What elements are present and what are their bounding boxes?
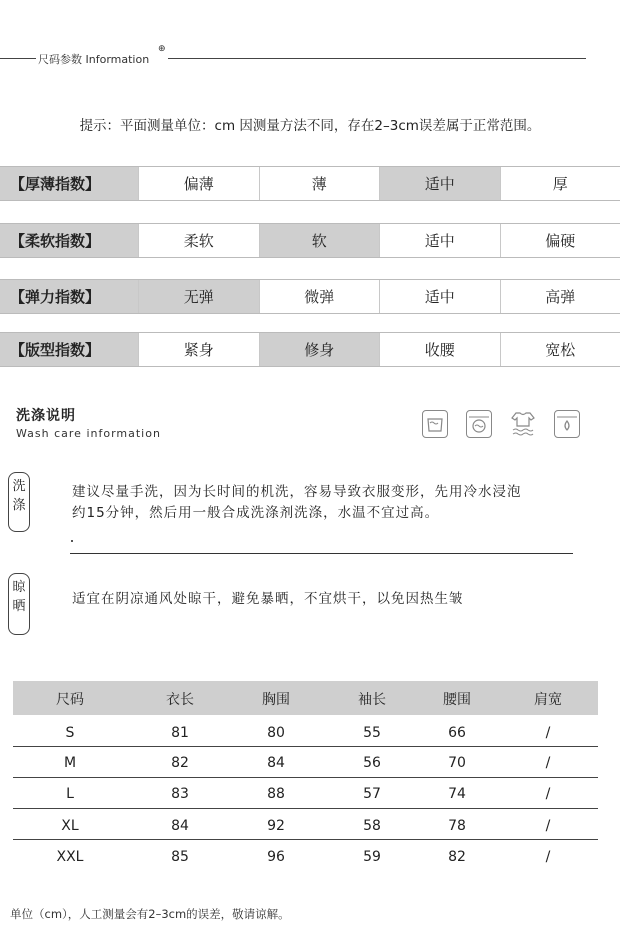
- table-cell: 84: [171, 818, 189, 834]
- index-option: 收腰: [379, 333, 500, 366]
- drip-dry-icon: [510, 410, 536, 438]
- care-title: 洗涤说明: [16, 408, 76, 424]
- table-cell: 56: [363, 755, 381, 771]
- care-icons: [422, 410, 580, 438]
- care-separator: [70, 553, 573, 554]
- no-bleach-icon: [554, 410, 580, 438]
- table-cell: 82: [448, 849, 466, 865]
- dry-tag: 晾晒: [8, 573, 30, 635]
- index-row: [0, 279, 620, 314]
- table-cell: 57: [363, 786, 381, 802]
- index-option: 高弹: [500, 280, 620, 313]
- table-cell: 82: [171, 755, 189, 771]
- table-row-divider: [13, 746, 598, 747]
- wash-text-line2: 约15分钟，然后用一般合成洗涤剂洗涤，水温不宜过高。: [72, 505, 440, 521]
- table-cell: 70: [448, 755, 466, 771]
- index-option: 适中: [379, 167, 500, 200]
- table-cell: 81: [171, 725, 189, 741]
- index-option: 软: [259, 224, 380, 257]
- index-label: 【版型指数】: [0, 333, 138, 366]
- table-cell: /: [545, 725, 551, 741]
- table-header-cell: 胸围: [262, 692, 290, 708]
- table-cell: 55: [363, 725, 381, 741]
- index-option: 适中: [379, 280, 500, 313]
- measurement-tip: 提示：平面测量单位：cm 因测量方法不同，存在2–3cm误差属于正常范围。: [79, 118, 541, 134]
- index-option: 偏薄: [138, 167, 259, 200]
- hand-wash-icon: [422, 410, 448, 438]
- table-cell: /: [545, 755, 551, 771]
- table-header-cell: 衣长: [166, 692, 194, 708]
- header-line-right: [168, 58, 586, 59]
- index-option: 厚: [500, 167, 620, 200]
- table-header-cell: 袖长: [358, 692, 386, 708]
- wash-text-line1: 建议尽量手洗，因为长时间的机洗，容易导致衣服变形，先用冷水浸泡: [72, 484, 522, 500]
- table-cell: 84: [267, 755, 285, 771]
- table-row-divider: [13, 839, 598, 840]
- index-label: 【弹力指数】: [0, 280, 138, 313]
- table-cell: L: [66, 786, 74, 802]
- index-row: [0, 166, 620, 201]
- table-header-cell: 肩宽: [534, 692, 562, 708]
- index-option: 修身: [259, 333, 380, 366]
- dry-text: 适宜在阴凉通风处晾干，避免暴晒，不宜烘干，以免因热生皱: [72, 591, 464, 607]
- table-cell: 66: [448, 725, 466, 741]
- separator-dot: [71, 540, 73, 542]
- table-row-divider: [13, 808, 598, 809]
- index-option: 微弹: [259, 280, 380, 313]
- table-cell: 80: [267, 725, 285, 741]
- index-label: 【厚薄指数】: [0, 167, 138, 200]
- table-cell: XXL: [56, 849, 84, 865]
- machine-wash-icon: [466, 410, 492, 438]
- index-option: 紧身: [138, 333, 259, 366]
- table-cell: 92: [267, 818, 285, 834]
- index-option: 宽松: [500, 333, 620, 366]
- index-row: [0, 223, 620, 258]
- wash-tag: 洗涤: [8, 472, 30, 532]
- table-cell: /: [545, 849, 551, 865]
- table-cell: S: [65, 725, 75, 741]
- table-header-cell: 尺码: [56, 692, 84, 708]
- table-cell: XL: [61, 818, 79, 834]
- index-option: 适中: [379, 224, 500, 257]
- table-cell: 83: [171, 786, 189, 802]
- table-cell: 58: [363, 818, 381, 834]
- table-cell: 59: [363, 849, 381, 865]
- table-cell: /: [545, 786, 551, 802]
- index-option: 无弹: [138, 280, 259, 313]
- index-label: 【柔软指数】: [0, 224, 138, 257]
- table-cell: 88: [267, 786, 285, 802]
- index-option: 柔软: [138, 224, 259, 257]
- crosshair-icon: ⊕: [158, 44, 166, 54]
- table-row-divider: [13, 777, 598, 778]
- index-option: 偏硬: [500, 224, 620, 257]
- table-cell: M: [63, 755, 77, 771]
- table-cell: 85: [171, 849, 189, 865]
- footnote: 单位（cm），人工测量会有2–3cm的误差，敬请谅解。: [10, 907, 290, 921]
- index-row: [0, 332, 620, 367]
- header-line-left: [0, 58, 36, 59]
- section-title: 尺码参数 Information: [38, 53, 150, 66]
- table-cell: 96: [267, 849, 285, 865]
- table-cell: 74: [448, 786, 466, 802]
- table-cell: 78: [448, 818, 466, 834]
- index-option: 薄: [259, 167, 380, 200]
- care-subtitle: Wash care information: [16, 427, 161, 440]
- table-cell: /: [545, 818, 551, 834]
- table-header-cell: 腰围: [443, 692, 471, 708]
